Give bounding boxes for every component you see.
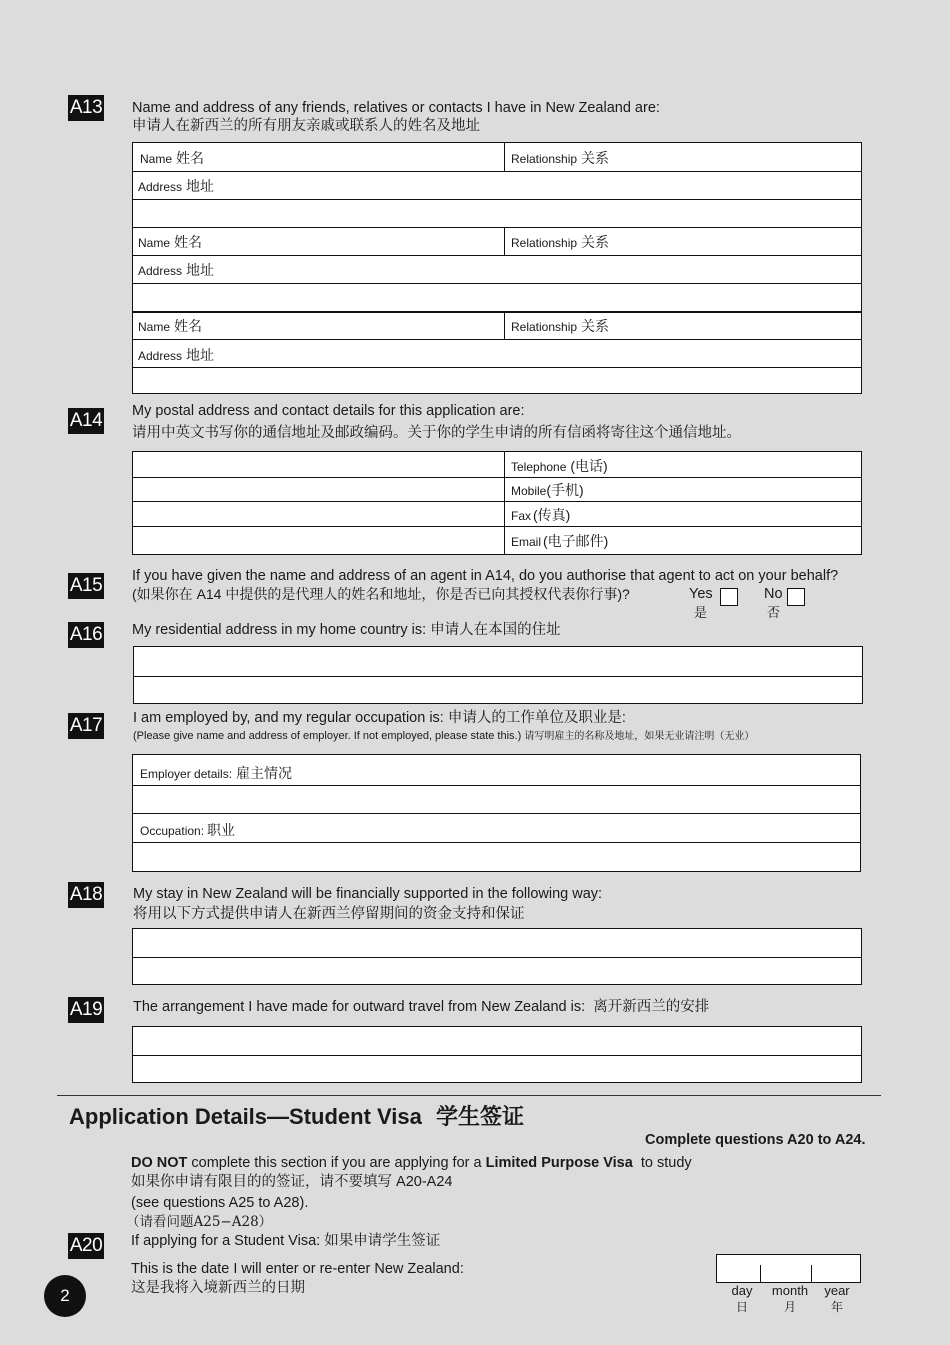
question-number-a20: A20	[68, 1233, 104, 1259]
yes-label-zh: 是	[694, 605, 708, 620]
a16-question-text: My residential address in my home country is: 申请人在本国的住址	[132, 622, 561, 638]
a14-text-zh: 请用中英文书写你的通信地址及邮政编码。关于你的学生申请的所有信函将寄往这个通信地址。	[132, 425, 741, 441]
name-field-2[interactable]: Name 姓名	[138, 234, 203, 250]
relationship-field-2[interactable]: Relationship 关系	[511, 234, 610, 250]
section-instruction-line1: DO NOT complete this section if you are applying for a Limited Purpose Visa to study	[131, 1155, 692, 1171]
section-instruction-line4: （请看问题A25−A28）	[126, 1214, 273, 1230]
question-number-a14: A14	[68, 408, 104, 434]
relationship-field-1[interactable]: Relationship 关系	[511, 150, 610, 166]
section-divider	[57, 1095, 881, 1096]
no-label: No	[764, 586, 783, 602]
employer-details-field[interactable]: Employer details: 雇主情况	[140, 765, 293, 781]
a14-text-en: My postal address and contact details for this application are:	[132, 403, 525, 419]
a19-question-text: The arrangement I have made for outward travel from New Zealand is: 离开新西兰的安排	[133, 999, 710, 1015]
a18-text-en: My stay in New Zealand will be financially supported in the following way:	[133, 886, 603, 902]
question-number-a16: A16	[68, 622, 104, 648]
name-field-3[interactable]: Name 姓名	[138, 318, 203, 334]
day-label: day 日	[731, 1283, 753, 1314]
entry-date-field[interactable]	[716, 1254, 861, 1283]
mobile-field[interactable]: Mobile(手机)	[511, 482, 584, 498]
name-field-1[interactable]: Name 姓名	[140, 150, 205, 166]
relationship-field-3[interactable]: Relationship 关系	[511, 318, 610, 334]
a13-question-text	[132, 99, 660, 136]
a18-question-text	[133, 885, 602, 924]
question-number-a19: A19	[68, 997, 104, 1023]
section-title: Application Details—Student Visa 学生签证	[69, 1104, 525, 1129]
no-checkbox[interactable]	[787, 588, 805, 606]
a20-question-text: If applying for a Student Visa: 如果申请学生签证	[131, 1233, 441, 1249]
a19-outward-travel-field[interactable]	[132, 1026, 862, 1083]
month-label: month 月	[771, 1283, 809, 1314]
a18-financial-support-field[interactable]	[132, 928, 862, 985]
complete-questions-note: Complete questions A20 to A24.	[645, 1132, 866, 1148]
yes-checkbox[interactable]	[720, 588, 738, 606]
yes-label: Yes	[689, 586, 713, 602]
section-instruction-line3: (see questions A25 to A28).	[131, 1195, 309, 1211]
question-number-a17: A17	[68, 713, 104, 739]
address-field-2[interactable]: Address 地址	[138, 262, 215, 278]
section-instruction-line2: 如果你申请有限目的的签证，请不要填写 A20-A24	[131, 1174, 453, 1190]
question-number-a18: A18	[68, 882, 104, 908]
a18-text-zh: 将用以下方式提供申请人在新西兰停留期间的资金支持和保证	[133, 906, 525, 922]
a17-note: (Please give name and address of employer. If not employed, please state this.) 请写明雇主的名称及地址，如果无业请注明（无业）	[133, 730, 755, 742]
a14-question-text	[132, 402, 741, 443]
a14-postal-table	[132, 451, 862, 555]
a20-date-text	[131, 1260, 464, 1298]
a13-contacts-table	[132, 142, 862, 394]
year-label: year 年	[824, 1283, 850, 1314]
a20-date-zh: 这是我将入境新西兰的日期	[131, 1280, 305, 1296]
page-number-badge: 2	[44, 1275, 86, 1317]
address-field-3[interactable]: Address 地址	[138, 347, 215, 363]
a20-date-en: This is the date I will enter or re-enter New Zealand:	[131, 1261, 464, 1277]
telephone-field[interactable]: Telephone (电话)	[511, 458, 608, 474]
no-label-zh: 否	[767, 605, 781, 620]
fax-field[interactable]: Fax (传真)	[511, 507, 571, 523]
occupation-field[interactable]: Occupation: 职业	[140, 822, 236, 838]
address-field-1[interactable]: Address 地址	[138, 178, 215, 194]
a17-question-text: I am employed by, and my regular occupation is: 申请人的工作单位及职业是:	[133, 710, 626, 726]
a16-residential-address-field[interactable]	[133, 646, 863, 704]
question-number-a13: A13	[68, 95, 104, 121]
a15-text-en: If you have given the name and address of an agent in A14, do you authorise that agent to act on your behalf?	[132, 568, 839, 584]
email-field[interactable]: Email (电子邮件)	[511, 533, 609, 549]
a15-text-zh: (如果你在 A14 中提供的是代理人的姓名和地址，你是否已向其授权代表你行事)?	[132, 586, 630, 602]
a13-text-zh: 申请人在新西兰的所有朋友亲戚或联系人的姓名及地址	[132, 118, 480, 134]
a17-employment-table	[132, 754, 861, 872]
question-number-a15: A15	[68, 573, 104, 599]
a13-text-en: Name and address of any friends, relatives or contacts I have in New Zealand are:	[132, 100, 660, 116]
